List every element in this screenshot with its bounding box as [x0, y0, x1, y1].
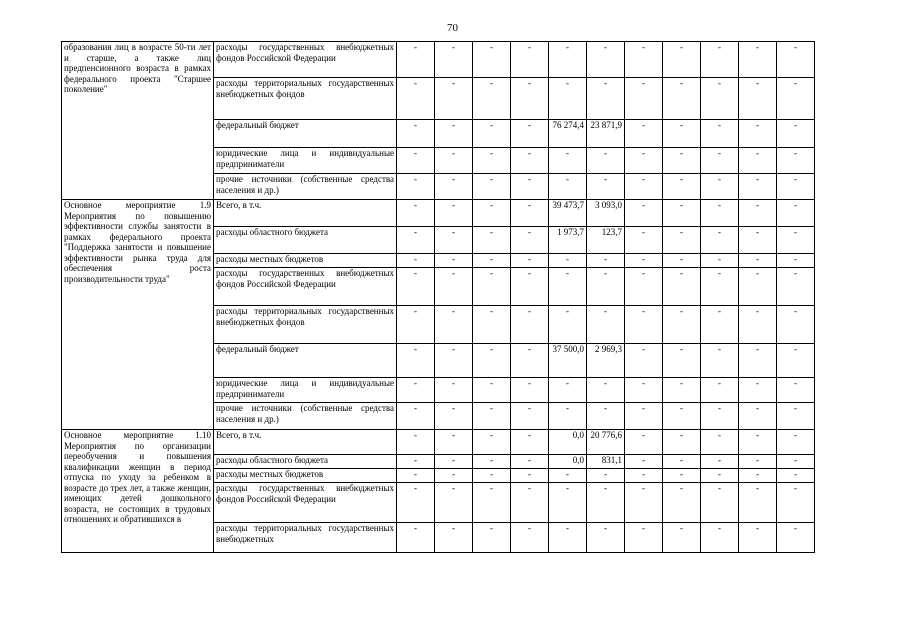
value-cell: - [777, 227, 815, 254]
value-cell: - [739, 268, 777, 306]
value-cell: - [397, 306, 435, 344]
value-cell: - [739, 430, 777, 455]
value-cell: - [511, 227, 549, 254]
value-cell: - [625, 120, 663, 148]
value-cell: - [511, 483, 549, 523]
value-cell: - [587, 42, 625, 78]
value-cell: - [587, 469, 625, 483]
funding-source-cell: расходы территориальных государственных внебюджетных фондов [214, 306, 397, 344]
value-cell: - [397, 430, 435, 455]
value-cell: - [473, 120, 511, 148]
value-cell: - [549, 78, 587, 120]
value-cell: - [511, 42, 549, 78]
value-cell: 76 274,4 [549, 120, 587, 148]
value-cell: - [587, 78, 625, 120]
value-cell: - [663, 378, 701, 403]
value-cell: 39 473,7 [549, 200, 587, 227]
value-cell: - [625, 78, 663, 120]
value-cell: - [701, 523, 739, 553]
value-cell: - [511, 378, 549, 403]
value-cell: - [701, 483, 739, 523]
value-cell: - [663, 455, 701, 469]
value-cell: - [663, 306, 701, 344]
value-cell: - [739, 483, 777, 523]
value-cell: - [435, 42, 473, 78]
value-cell: - [663, 430, 701, 455]
funding-source-cell: расходы государственных внебюджетных фондов Российской Федерации [214, 268, 397, 306]
value-cell: - [473, 483, 511, 523]
value-cell: - [663, 200, 701, 227]
value-cell: - [739, 378, 777, 403]
funding-source-cell: Всего, в т.ч. [214, 200, 397, 227]
funding-source-cell: прочие источники (собственные средства населения и др.) [214, 174, 397, 200]
funding-source-cell: расходы территориальных государственных внебюджетных [214, 523, 397, 553]
value-cell: - [435, 200, 473, 227]
value-cell: - [777, 200, 815, 227]
value-cell: - [777, 174, 815, 200]
value-cell: - [663, 42, 701, 78]
value-cell: - [701, 78, 739, 120]
value-cell: - [587, 378, 625, 403]
value-cell: - [511, 306, 549, 344]
value-cell: - [397, 148, 435, 174]
value-cell: 0,0 [549, 455, 587, 469]
value-cell: - [473, 306, 511, 344]
funding-source-cell: федеральный бюджет [214, 120, 397, 148]
value-cell: - [739, 403, 777, 430]
value-cell: - [397, 403, 435, 430]
value-cell: - [739, 306, 777, 344]
funding-source-cell: расходы областного бюджета [214, 227, 397, 254]
value-cell: - [473, 174, 511, 200]
table-row [62, 42, 815, 78]
funding-source-cell: расходы местных бюджетов [214, 469, 397, 483]
value-cell: - [701, 268, 739, 306]
value-cell: - [701, 469, 739, 483]
value-cell: - [663, 78, 701, 120]
measure-name-cell: образования лиц в возрасте 50-ти лет и старше, а также лиц предпенсионного возраста в рамках федерального проекта "Старшее поколение" [62, 42, 214, 200]
value-cell: - [777, 148, 815, 174]
value-cell: - [511, 254, 549, 268]
value-cell: - [435, 120, 473, 148]
value-cell: - [397, 174, 435, 200]
value-cell: - [777, 78, 815, 120]
value-cell: - [435, 78, 473, 120]
value-cell: - [549, 306, 587, 344]
funding-source-cell: юридические лица и индивидуальные предприниматели [214, 148, 397, 174]
value-cell: - [777, 42, 815, 78]
value-cell: 831,1 [587, 455, 625, 469]
value-cell: - [511, 344, 549, 378]
value-cell: 23 871,9 [587, 120, 625, 148]
value-cell: - [701, 403, 739, 430]
value-cell: - [511, 78, 549, 120]
value-cell: - [663, 523, 701, 553]
value-cell: - [549, 403, 587, 430]
value-cell: - [701, 200, 739, 227]
value-cell: - [777, 254, 815, 268]
value-cell: - [777, 306, 815, 344]
value-cell: - [587, 403, 625, 430]
funding-source-cell: расходы государственных внебюджетных фондов Российской Федерации [214, 483, 397, 523]
value-cell: - [511, 469, 549, 483]
value-cell: - [397, 483, 435, 523]
value-cell: - [549, 268, 587, 306]
value-cell: - [397, 254, 435, 268]
value-cell: - [701, 378, 739, 403]
value-cell: - [435, 148, 473, 174]
value-cell: - [435, 403, 473, 430]
value-cell: - [473, 455, 511, 469]
value-cell: - [777, 268, 815, 306]
value-cell: 2 969,3 [587, 344, 625, 378]
value-cell: - [777, 483, 815, 523]
value-cell: - [663, 174, 701, 200]
value-cell: - [397, 120, 435, 148]
value-cell: - [739, 227, 777, 254]
value-cell: - [739, 469, 777, 483]
value-cell: - [587, 306, 625, 344]
value-cell: - [435, 227, 473, 254]
value-cell: - [777, 378, 815, 403]
value-cell: - [701, 42, 739, 78]
value-cell: - [587, 174, 625, 200]
value-cell: - [511, 200, 549, 227]
value-cell: - [739, 455, 777, 469]
value-cell: - [625, 378, 663, 403]
value-cell: - [777, 344, 815, 378]
value-cell: - [397, 455, 435, 469]
value-cell: - [473, 403, 511, 430]
value-cell: - [549, 254, 587, 268]
value-cell: - [701, 344, 739, 378]
funding-source-cell: юридические лица и индивидуальные предприниматели [214, 378, 397, 403]
value-cell: - [435, 378, 473, 403]
value-cell: - [397, 78, 435, 120]
value-cell: - [701, 148, 739, 174]
budget-table [61, 41, 815, 553]
funding-source-cell: расходы местных бюджетов [214, 254, 397, 268]
value-cell: - [701, 254, 739, 268]
value-cell: - [701, 227, 739, 254]
value-cell: 1 973,7 [549, 227, 587, 254]
funding-source-cell: расходы государственных внебюджетных фондов Российской Федерации [214, 42, 397, 78]
value-cell: - [625, 403, 663, 430]
value-cell: - [511, 174, 549, 200]
value-cell: - [625, 200, 663, 227]
value-cell: 3 093,0 [587, 200, 625, 227]
value-cell: - [549, 469, 587, 483]
value-cell: 123,7 [587, 227, 625, 254]
value-cell: - [511, 455, 549, 469]
table-row [62, 430, 815, 455]
value-cell: - [739, 200, 777, 227]
value-cell: - [397, 523, 435, 553]
value-cell: - [625, 344, 663, 378]
value-cell: - [739, 120, 777, 148]
value-cell: - [777, 523, 815, 553]
value-cell: - [701, 174, 739, 200]
value-cell: - [625, 148, 663, 174]
funding-source-cell: Всего, в т.ч. [214, 430, 397, 455]
value-cell: 37 500,0 [549, 344, 587, 378]
value-cell: - [663, 344, 701, 378]
value-cell: - [511, 120, 549, 148]
value-cell: - [739, 148, 777, 174]
value-cell: - [397, 268, 435, 306]
value-cell: - [435, 430, 473, 455]
value-cell: - [549, 523, 587, 553]
value-cell: - [549, 483, 587, 523]
value-cell: - [587, 483, 625, 523]
value-cell: - [587, 268, 625, 306]
value-cell: - [549, 174, 587, 200]
value-cell: - [663, 469, 701, 483]
value-cell: - [777, 430, 815, 455]
table-row [62, 200, 815, 227]
value-cell: - [435, 254, 473, 268]
measure-name-cell: Основное мероприятие 1.9 Мероприятия по повышению эффективности службы занятости в рамках федерального проекта "Поддержка занятости и повышение эффективности рынка труда для обеспечения роста производительности труда" [62, 200, 214, 430]
value-cell: - [435, 174, 473, 200]
value-cell: - [473, 430, 511, 455]
value-cell: - [739, 523, 777, 553]
value-cell: - [473, 344, 511, 378]
value-cell: - [625, 254, 663, 268]
value-cell: - [511, 403, 549, 430]
value-cell: - [549, 42, 587, 78]
value-cell: - [625, 174, 663, 200]
value-cell: - [625, 42, 663, 78]
value-cell: - [739, 254, 777, 268]
funding-source-cell: расходы территориальных государственных внебюджетных фондов [214, 78, 397, 120]
value-cell: - [397, 227, 435, 254]
value-cell: - [701, 120, 739, 148]
value-cell: - [511, 268, 549, 306]
value-cell: - [511, 523, 549, 553]
value-cell: - [435, 455, 473, 469]
value-cell: - [549, 378, 587, 403]
measure-name-cell: Основное мероприятие 1.10 Мероприятия по организации переобучения и повышения квалификации женщин в период отпуска по уходу за ребенком в возрасте до трех лет, а также женщин, имеющих детей дошкольного возраста, не состоящих в трудовых отношениях и обратившихся в [62, 430, 214, 553]
value-cell: - [473, 378, 511, 403]
value-cell: - [625, 455, 663, 469]
value-cell: - [625, 523, 663, 553]
value-cell: - [663, 254, 701, 268]
value-cell: - [663, 148, 701, 174]
value-cell: - [625, 227, 663, 254]
value-cell: - [473, 200, 511, 227]
value-cell: - [777, 469, 815, 483]
value-cell: - [397, 42, 435, 78]
value-cell: - [435, 306, 473, 344]
funding-source-cell: расходы областного бюджета [214, 455, 397, 469]
value-cell: - [663, 403, 701, 430]
funding-source-cell: прочие источники (собственные средства населения и др.) [214, 403, 397, 430]
value-cell: - [701, 455, 739, 469]
value-cell: - [397, 200, 435, 227]
value-cell: - [739, 174, 777, 200]
value-cell: - [625, 469, 663, 483]
value-cell: - [473, 523, 511, 553]
value-cell: - [473, 268, 511, 306]
value-cell: - [625, 306, 663, 344]
value-cell: - [701, 430, 739, 455]
value-cell: - [511, 430, 549, 455]
value-cell: - [397, 469, 435, 483]
value-cell: - [435, 344, 473, 378]
value-cell: - [663, 268, 701, 306]
value-cell: - [739, 78, 777, 120]
value-cell: - [473, 469, 511, 483]
value-cell: - [587, 254, 625, 268]
value-cell: - [397, 344, 435, 378]
value-cell: - [777, 120, 815, 148]
funding-source-cell: федеральный бюджет [214, 344, 397, 378]
value-cell: - [435, 483, 473, 523]
value-cell: - [777, 455, 815, 469]
value-cell: - [625, 483, 663, 523]
value-cell: - [663, 483, 701, 523]
value-cell: - [435, 523, 473, 553]
value-cell: - [473, 148, 511, 174]
value-cell: - [739, 42, 777, 78]
value-cell: - [397, 378, 435, 403]
value-cell: 0,0 [549, 430, 587, 455]
value-cell: - [587, 148, 625, 174]
value-cell: - [625, 268, 663, 306]
value-cell: - [473, 227, 511, 254]
value-cell: - [473, 78, 511, 120]
value-cell: - [511, 148, 549, 174]
value-cell: 20 776,6 [587, 430, 625, 455]
value-cell: - [587, 523, 625, 553]
page-number: 70 [447, 22, 458, 34]
value-cell: - [701, 306, 739, 344]
value-cell: - [473, 254, 511, 268]
value-cell: - [739, 344, 777, 378]
value-cell: - [777, 403, 815, 430]
value-cell: - [625, 430, 663, 455]
value-cell: - [435, 469, 473, 483]
value-cell: - [549, 148, 587, 174]
value-cell: - [663, 227, 701, 254]
value-cell: - [473, 42, 511, 78]
value-cell: - [663, 120, 701, 148]
value-cell: - [435, 268, 473, 306]
